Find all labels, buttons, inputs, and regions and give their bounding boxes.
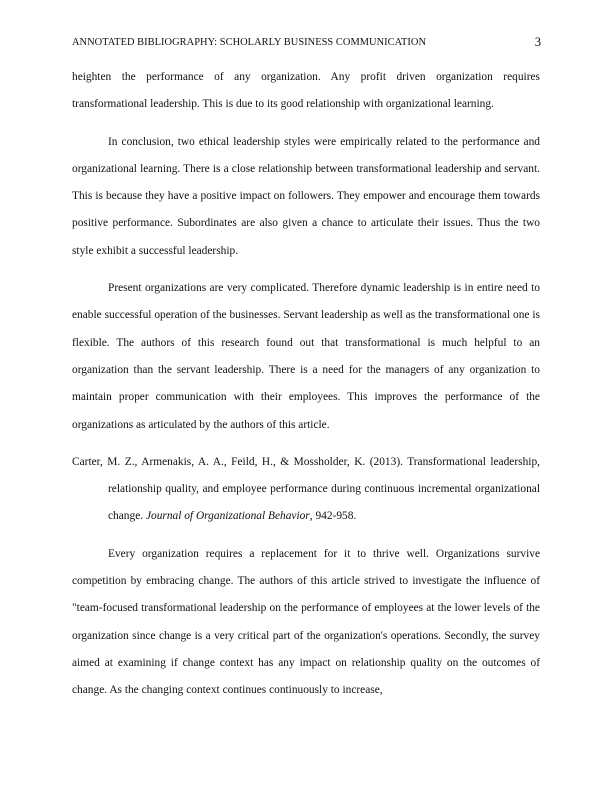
reference-authors-title: Carter, M. Z., Armenakis, A. A., Feild, H., & Mossholder, K. (2013). Transformational leadership, relationship quality, and employee performance during continuous incremental organizational change. — [72, 455, 540, 523]
paragraph-every-organization: Every organization requires a replacement for it to thrive well. Organizations survive competition by embracing change. The authors of this article strived to investigate the influence of "team-focused transformational leadership on the performance of employees at the lower levels of the organization since change is a very critical part of the organization's operations. Secondly, the survey aimed at examining if change context has any impact on relationship quality on the outcomes of change. As the changing context continues continuously to increase, — [72, 547, 540, 697]
reference-entry — [72, 449, 540, 531]
document-body — [72, 64, 540, 715]
running-head: ANNOTATED BIBLIOGRAPHY: SCHOLARLY BUSINESS COMMUNICATION — [72, 37, 427, 48]
reference-journal: Journal of Organizational Behavior — [145, 510, 310, 523]
paragraph-continued: heighten the performance of any organization. Any profit driven organization requires transformational leadership. This is due to its good relationship with organizational learning. — [72, 71, 540, 111]
paragraph-present-organizations: Present organizations are very complicated. Therefore dynamic leadership is in entire need to enable successful operation of the businesses. Servant leadership as well as the transformational one is flexible. The authors of this research found out that transformational is much helpful to an organization than the servant leadership. There is a need for the managers of any organization to maintain proper communication with their employees. This improves the performance of the organizations as articulated by the authors of this article. — [72, 282, 540, 431]
page-number: 3 — [534, 35, 541, 49]
reference-pages: , 942-958. — [309, 510, 357, 523]
paragraph-conclusion: In conclusion, two ethical leadership styles were empirically related to the performance and organizational learning. There is a close relationship between transformational leadership and servant. This is because they have a positive impact on followers. They empower and encourage them towards positive performance. Subordinates are also given a chance to articulate their issues. Thus the two style exhibit a successful leadership. — [72, 135, 540, 257]
